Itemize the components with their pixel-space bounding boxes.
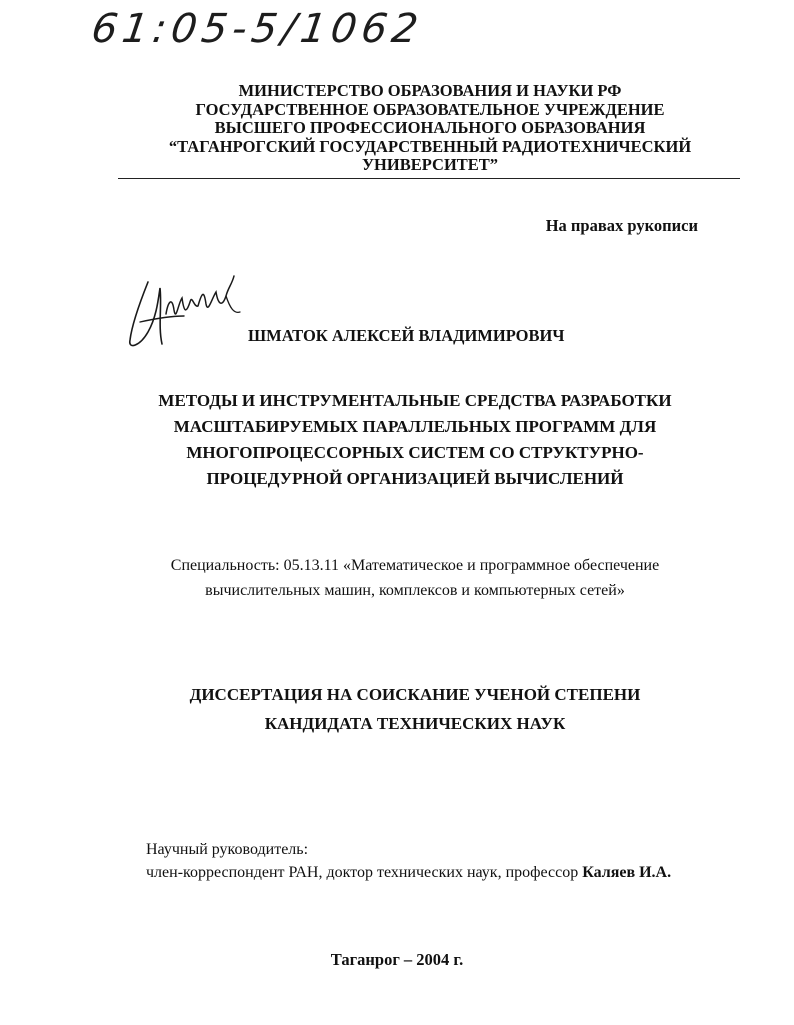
specialty-line: Специальность: 05.13.11 «Математическое и программное обеспечение bbox=[170, 557, 660, 574]
dissertation-title bbox=[100, 388, 730, 492]
city-year: Таганрог – 2004 г. bbox=[330, 950, 464, 969]
degree-line: КАНДИДАТА ТЕХНИЧЕСКИХ НАУК bbox=[264, 714, 566, 733]
title-line: МЕТОДЫ И ИНСТРУМЕНТАЛЬНЫЕ СРЕДСТВА РАЗРАБОТКИ bbox=[158, 391, 672, 410]
specialty-line: вычислительных машин, комплексов и компьютерных сетей» bbox=[205, 582, 625, 599]
supervisor-name: Каляев И.А. bbox=[582, 864, 672, 881]
supervisor-line bbox=[146, 861, 671, 884]
institution-line: УНИВЕРСИТЕТ” bbox=[361, 155, 499, 174]
title-line: МАСШТАБИРУЕМЫХ ПАРАЛЛЕЛЬНЫХ ПРОГРАММ ДЛЯ bbox=[173, 417, 657, 436]
supervisor-block bbox=[146, 838, 671, 884]
title-line: МНОГОПРОЦЕССОРНЫХ СИСТЕМ СО СТРУКТУРНО- bbox=[186, 443, 644, 462]
degree-statement bbox=[90, 680, 740, 738]
supervisor-label: Научный руководитель: bbox=[146, 841, 309, 858]
author-signature bbox=[118, 262, 278, 362]
specialty-block bbox=[90, 553, 740, 603]
degree-line: ДИССЕРТАЦИЯ НА СОИСКАНИЕ УЧЕНОЙ СТЕПЕНИ bbox=[189, 685, 641, 704]
supervisor-credentials: член-корреспондент РАН, доктор технических наук, профессор bbox=[146, 864, 583, 881]
institution-line: ВЫСШЕГО ПРОФЕССИОНАЛЬНОГО ОБРАЗОВАНИЯ bbox=[214, 118, 646, 137]
archive-number: 61:05-5/1062 bbox=[88, 6, 426, 52]
institution-line: “ТАГАНРОГСКИЙ ГОСУДАРСТВЕННЫЙ РАДИОТЕХНИЧЕСКИЙ bbox=[168, 136, 692, 156]
institution-line: МИНИСТЕРСТВО ОБРАЗОВАНИЯ И НАУКИ РФ bbox=[238, 81, 622, 100]
header-divider bbox=[118, 178, 740, 179]
institution-line: ГОСУДАРСТВЕННОЕ ОБРАЗОВАТЕЛЬНОЕ УЧРЕЖДЕНИЕ bbox=[195, 99, 665, 119]
author-name: ШМАТОК АЛЕКСЕЙ ВЛАДИМИРОВИЧ bbox=[248, 326, 565, 345]
title-line: ПРОЦЕДУРНОЙ ОРГАНИЗАЦИЕЙ ВЫЧИСЛЕНИЙ bbox=[206, 469, 624, 488]
institution-header bbox=[120, 82, 740, 175]
manuscript-note: На правах рукописи bbox=[545, 216, 698, 235]
